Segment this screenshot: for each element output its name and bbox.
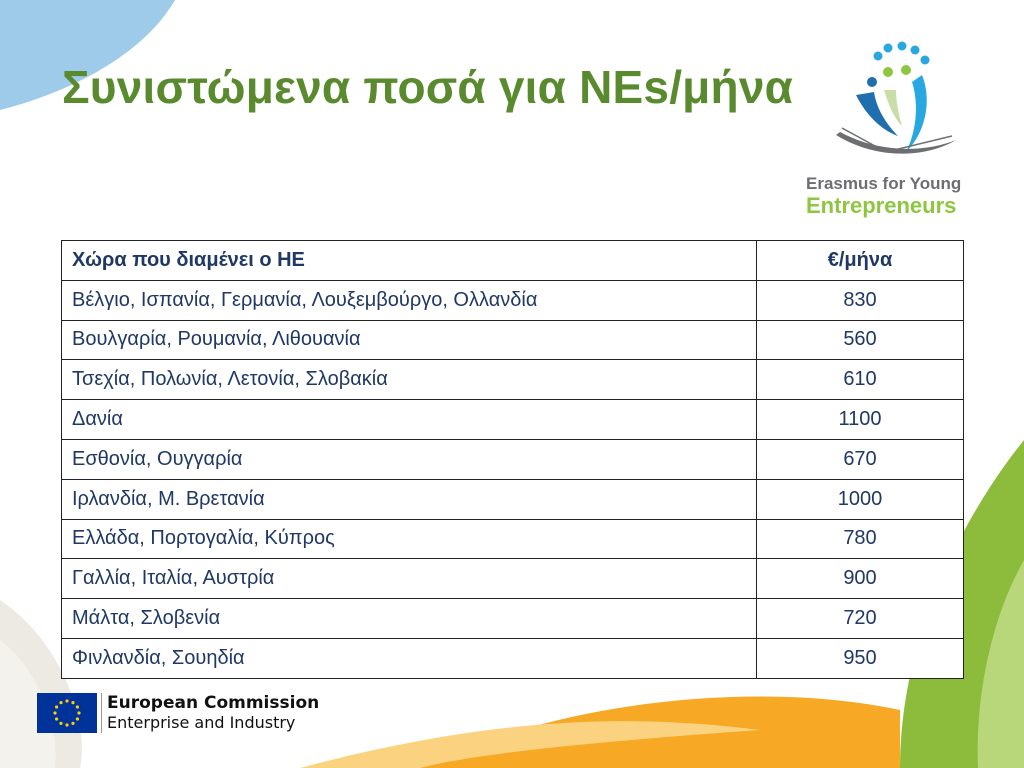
country-cell: Ιρλανδία, Μ. Βρετανία <box>62 479 757 519</box>
table-row <box>62 360 964 400</box>
table-row <box>62 519 964 559</box>
amount-cell: 670 <box>757 439 964 479</box>
amount-cell: 780 <box>757 519 964 559</box>
amount-cell: 560 <box>757 320 964 360</box>
allowance-table <box>61 240 964 679</box>
table-row <box>62 638 964 678</box>
ec-logo-divider <box>101 693 102 733</box>
ec-logo-line1: European Commission <box>107 693 320 713</box>
column-header-country: Χώρα που διαμένει ο ΗΕ <box>62 241 757 281</box>
country-cell: Φινλανδία, Σουηδία <box>62 638 757 678</box>
country-cell: Δανία <box>62 400 757 440</box>
table-row <box>62 599 964 639</box>
amount-cell: 950 <box>757 638 964 678</box>
amount-cell: 1100 <box>757 400 964 440</box>
column-header-amount: €/μήνα <box>757 241 964 281</box>
erasmus-logo-line2: Entrepreneurs <box>806 193 957 218</box>
country-cell: Εσθονία, Ουγγαρία <box>62 439 757 479</box>
eu-flag-icon <box>37 693 97 733</box>
country-cell: Ελλάδα, Πορτογαλία, Κύπρος <box>62 519 757 559</box>
table-row <box>62 320 964 360</box>
table-row <box>62 439 964 479</box>
amount-cell: 720 <box>757 599 964 639</box>
table-header-row <box>62 241 964 281</box>
table-row <box>62 280 964 320</box>
slide-title: Συνιστώμενα ποσά για NEs/μήνα <box>62 61 794 113</box>
ec-logo-text <box>107 693 319 733</box>
amount-cell: 1000 <box>757 479 964 519</box>
erasmus-logo-line1: Erasmus for Young <box>806 174 962 193</box>
amount-cell: 830 <box>757 280 964 320</box>
amount-cell: 900 <box>757 559 964 599</box>
table-row <box>62 559 964 599</box>
ec-logo-line2: Enterprise and Industry <box>107 713 296 732</box>
table-row <box>62 400 964 440</box>
country-cell: Μάλτα, Σλοβενία <box>62 599 757 639</box>
amount-cell: 610 <box>757 360 964 400</box>
country-cell: Τσεχία, Πολωνία, Λετονία, Σλοβακία <box>62 360 757 400</box>
european-commission-logo <box>37 693 319 733</box>
erasmus-logo-icon <box>826 40 966 170</box>
erasmus-logo-text <box>806 174 1006 218</box>
country-cell: Βουλγαρία, Ρουμανία, Λιθουανία <box>62 320 757 360</box>
country-cell: Βέλγιο, Ισπανία, Γερμανία, Λουξεμβούργο, Ολλανδία <box>62 280 757 320</box>
table-row <box>62 479 964 519</box>
country-cell: Γαλλία, Ιταλία, Αυστρία <box>62 559 757 599</box>
